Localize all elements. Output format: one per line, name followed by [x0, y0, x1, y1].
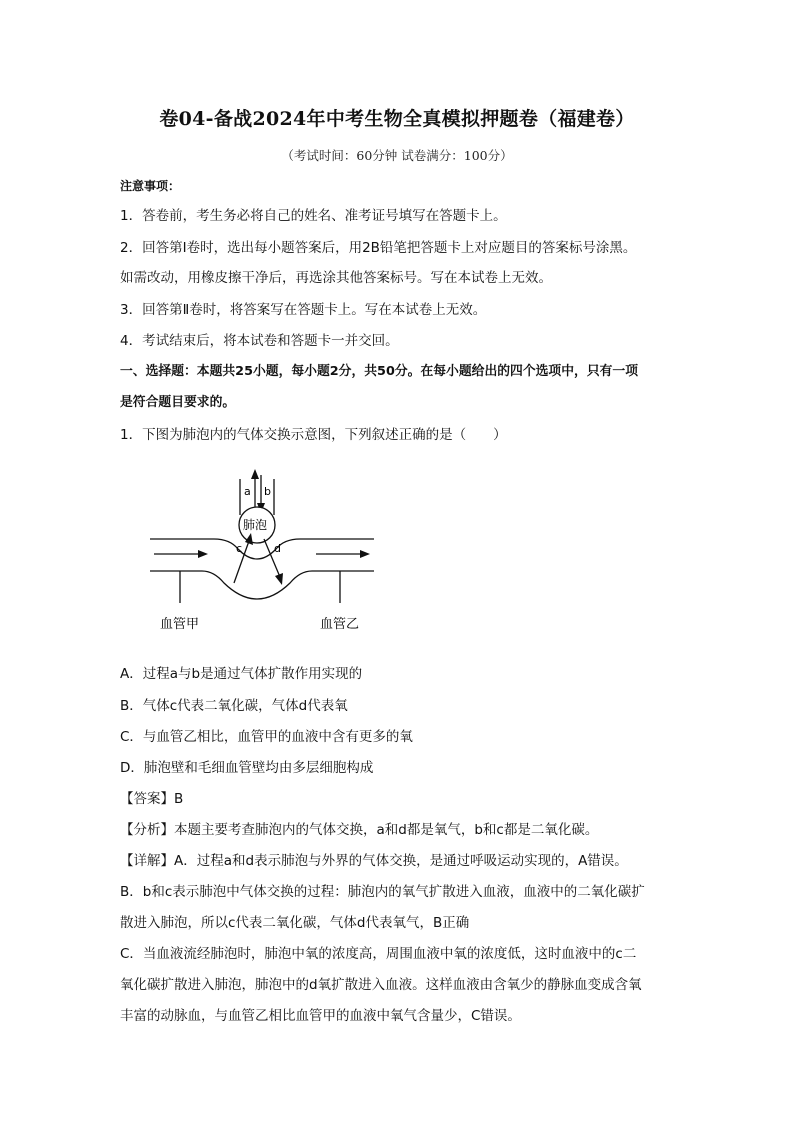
analysis: 【分析】本题主要考查肺泡内的气体交换，a和d都是氧气，b和c都是二氧化碳。 — [120, 822, 599, 838]
alveolus-label: 肺泡 — [243, 518, 268, 532]
note-item: 2．回答第Ⅰ卷时，选出每小题答案后，用2B铅笔把答题卡上对应题目的答案标号涂黑。 — [120, 240, 637, 256]
page-title: 卷04-备战2024年中考生物全真模拟押题卷（福建卷） — [159, 108, 635, 130]
note-item: 3．回答第Ⅱ卷时，将答案写在答题卡上。写在本试卷上无效。 — [120, 302, 487, 318]
detail-line: 散进入肺泡，所以c代表二氧化碳，气体d代表氧气，B正确 — [120, 915, 470, 931]
label-c: c — [236, 542, 243, 555]
option-a: A．过程a与b是通过气体扩散作用实现的 — [120, 666, 363, 682]
question-stem: 1．下图为肺泡内的气体交换示意图，下列叙述正确的是（ ） — [120, 427, 507, 443]
option-c: C．与血管乙相比，血管甲的血液中含有更多的氧 — [120, 729, 413, 745]
detail-line: 【详解】A．过程a和d表示肺泡与外界的气体交换，是通过呼吸运动实现的，A错误。 — [120, 853, 628, 869]
vessel-right-label: 血管乙 — [320, 617, 360, 632]
label-b: b — [264, 485, 271, 498]
label-d: d — [274, 542, 281, 555]
detail-line: 丰富的动脉血，与血管乙相比血管甲的血液中氧气含量少，C错误。 — [120, 1008, 521, 1024]
answer: 【答案】B — [120, 791, 184, 807]
section-heading-cont: 是符合题目要求的。 — [120, 395, 236, 410]
option-b: B．气体c代表二氧化碳，气体d代表氧 — [120, 698, 348, 714]
note-item: 1．答卷前，考生务必将自己的姓名、准考证号填写在答题卡上。 — [120, 208, 507, 224]
option-d: D．肺泡壁和毛细血管壁均由多层细胞构成 — [120, 760, 374, 776]
detail-line: 氧化碳扩散进入肺泡，肺泡中的d氧扩散进入血液。这样血液由含氧少的静脉血变成含氧 — [120, 977, 642, 993]
detail-line: C．当血液流经肺泡时，肺泡中氧的浓度高，周围血液中氧的浓度低，这时血液中的c二 — [120, 946, 637, 962]
exam-info: （考试时间：60分钟 试卷满分：100分） — [281, 148, 513, 163]
detail-line: B．b和c表示肺泡中气体交换的过程：肺泡内的氧气扩散进入血液，血液中的二氧化碳扩 — [120, 884, 645, 900]
note-item: 4．考试结束后，将本试卷和答题卡一并交回。 — [120, 333, 399, 349]
notes-heading: 注意事项： — [120, 179, 181, 193]
vessel-left-label: 血管甲 — [160, 617, 200, 632]
note-item: 如需改动，用橡皮擦干净后，再选涂其他答案标号。写在本试卷上无效。 — [120, 270, 552, 286]
label-a: a — [244, 485, 251, 498]
alveolus-gas-exchange-diagram — [140, 465, 390, 640]
section-heading: 一、选择题：本题共25小题，每小题2分，共50分。在每小题给出的四个选项中，只有一项 — [120, 364, 639, 379]
